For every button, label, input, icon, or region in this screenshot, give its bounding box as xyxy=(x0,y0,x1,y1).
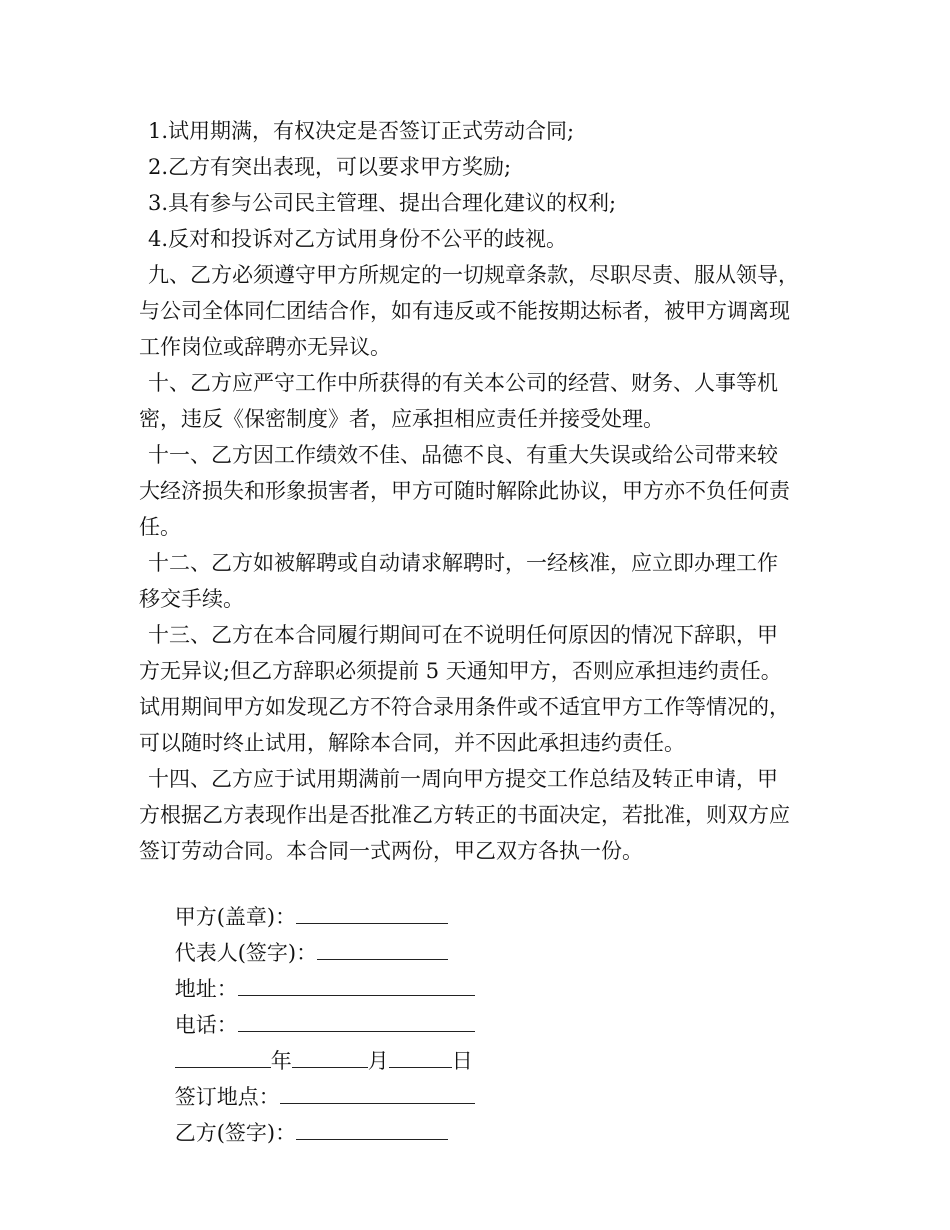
rights-item-4: 4.反对和投诉对乙方试用身份不公平的歧视。 xyxy=(148,227,568,251)
clause-10-line-2: 密，违反《保密制度》者，应承担相应责任并接受处理。 xyxy=(139,407,664,431)
place-label: 签订地点： xyxy=(174,1085,280,1109)
clause-11-line-3: 任。 xyxy=(139,515,181,539)
clause-10-line-1: 十、乙方应严守工作中所获得的有关本公司的经营、财务、人事等机 xyxy=(148,371,778,395)
rights-item-1: 1.试用期满，有权决定是否签订正式劳动合同; xyxy=(148,119,575,143)
clause-14-line-2: 方根据乙方表现作出是否批准乙方转正的书面决定，若批准，则双方应 xyxy=(139,803,790,827)
clause-13-line-1: 十三、乙方在本合同履行期间可在不说明任何原因的情况下辞职，甲 xyxy=(148,623,778,647)
day-label: 日 xyxy=(451,1049,473,1073)
party-a-label: 甲方(盖章)： xyxy=(174,905,297,929)
clause-14-line-3: 签订劳动合同。本合同一式两份，甲乙双方各执一份。 xyxy=(139,839,643,863)
clause-11-line-2: 大经济损失和形象损害者，甲方可随时解除此协议，甲方亦不负任何责 xyxy=(139,479,790,503)
clause-13-line-2: 方无异议;但乙方辞职必须提前 5 天通知甲方，否则应承担违约责任。 xyxy=(139,659,782,683)
clause-12-line-2: 移交手续。 xyxy=(139,587,244,611)
address-label: 地址： xyxy=(174,977,238,1001)
clause-9-line-3: 工作岗位或辞聘亦无异议。 xyxy=(139,335,391,359)
clause-14-line-1: 十四、乙方应于试用期满前一周向甲方提交工作总结及转正申请，甲 xyxy=(148,767,778,791)
clause-9-line-2: 与公司全体同仁团结合作，如有违反或不能按期达标者，被甲方调离现 xyxy=(139,299,790,323)
clause-12-line-1: 十二、乙方如被解聘或自动请求解聘时，一经核准，应立即办理工作 xyxy=(148,551,778,575)
clause-13-line-4: 可以随时终止试用，解除本合同，并不因此承担违约责任。 xyxy=(139,731,685,755)
signature-party-b xyxy=(148,1088,448,1178)
clause-13-line-3: 试用期间甲方如发现乙方不符合录用条件或不适宜甲方工作等情况的， xyxy=(139,695,790,719)
year-label: 年 xyxy=(270,1049,292,1073)
clause-9-line-1: 九、乙方必须遵守甲方所规定的一切规章条款，尽职尽责、服从领导， xyxy=(148,263,799,287)
party-b-blank[interactable] xyxy=(296,1119,448,1140)
clause-11-line-1: 十一、乙方因工作绩效不佳、品德不良、有重大失误或给公司带来较 xyxy=(148,443,778,467)
representative-label: 代表人(签字)： xyxy=(174,941,318,965)
rights-item-2: 2.乙方有突出表现，可以要求甲方奖励; xyxy=(148,155,512,179)
rights-item-3: 3.具有参与公司民主管理、提出合理化建议的权利; xyxy=(148,191,617,215)
month-label: 月 xyxy=(367,1049,389,1073)
phone-label: 电话： xyxy=(174,1013,238,1037)
party-b-label: 乙方(签字)： xyxy=(174,1121,297,1145)
